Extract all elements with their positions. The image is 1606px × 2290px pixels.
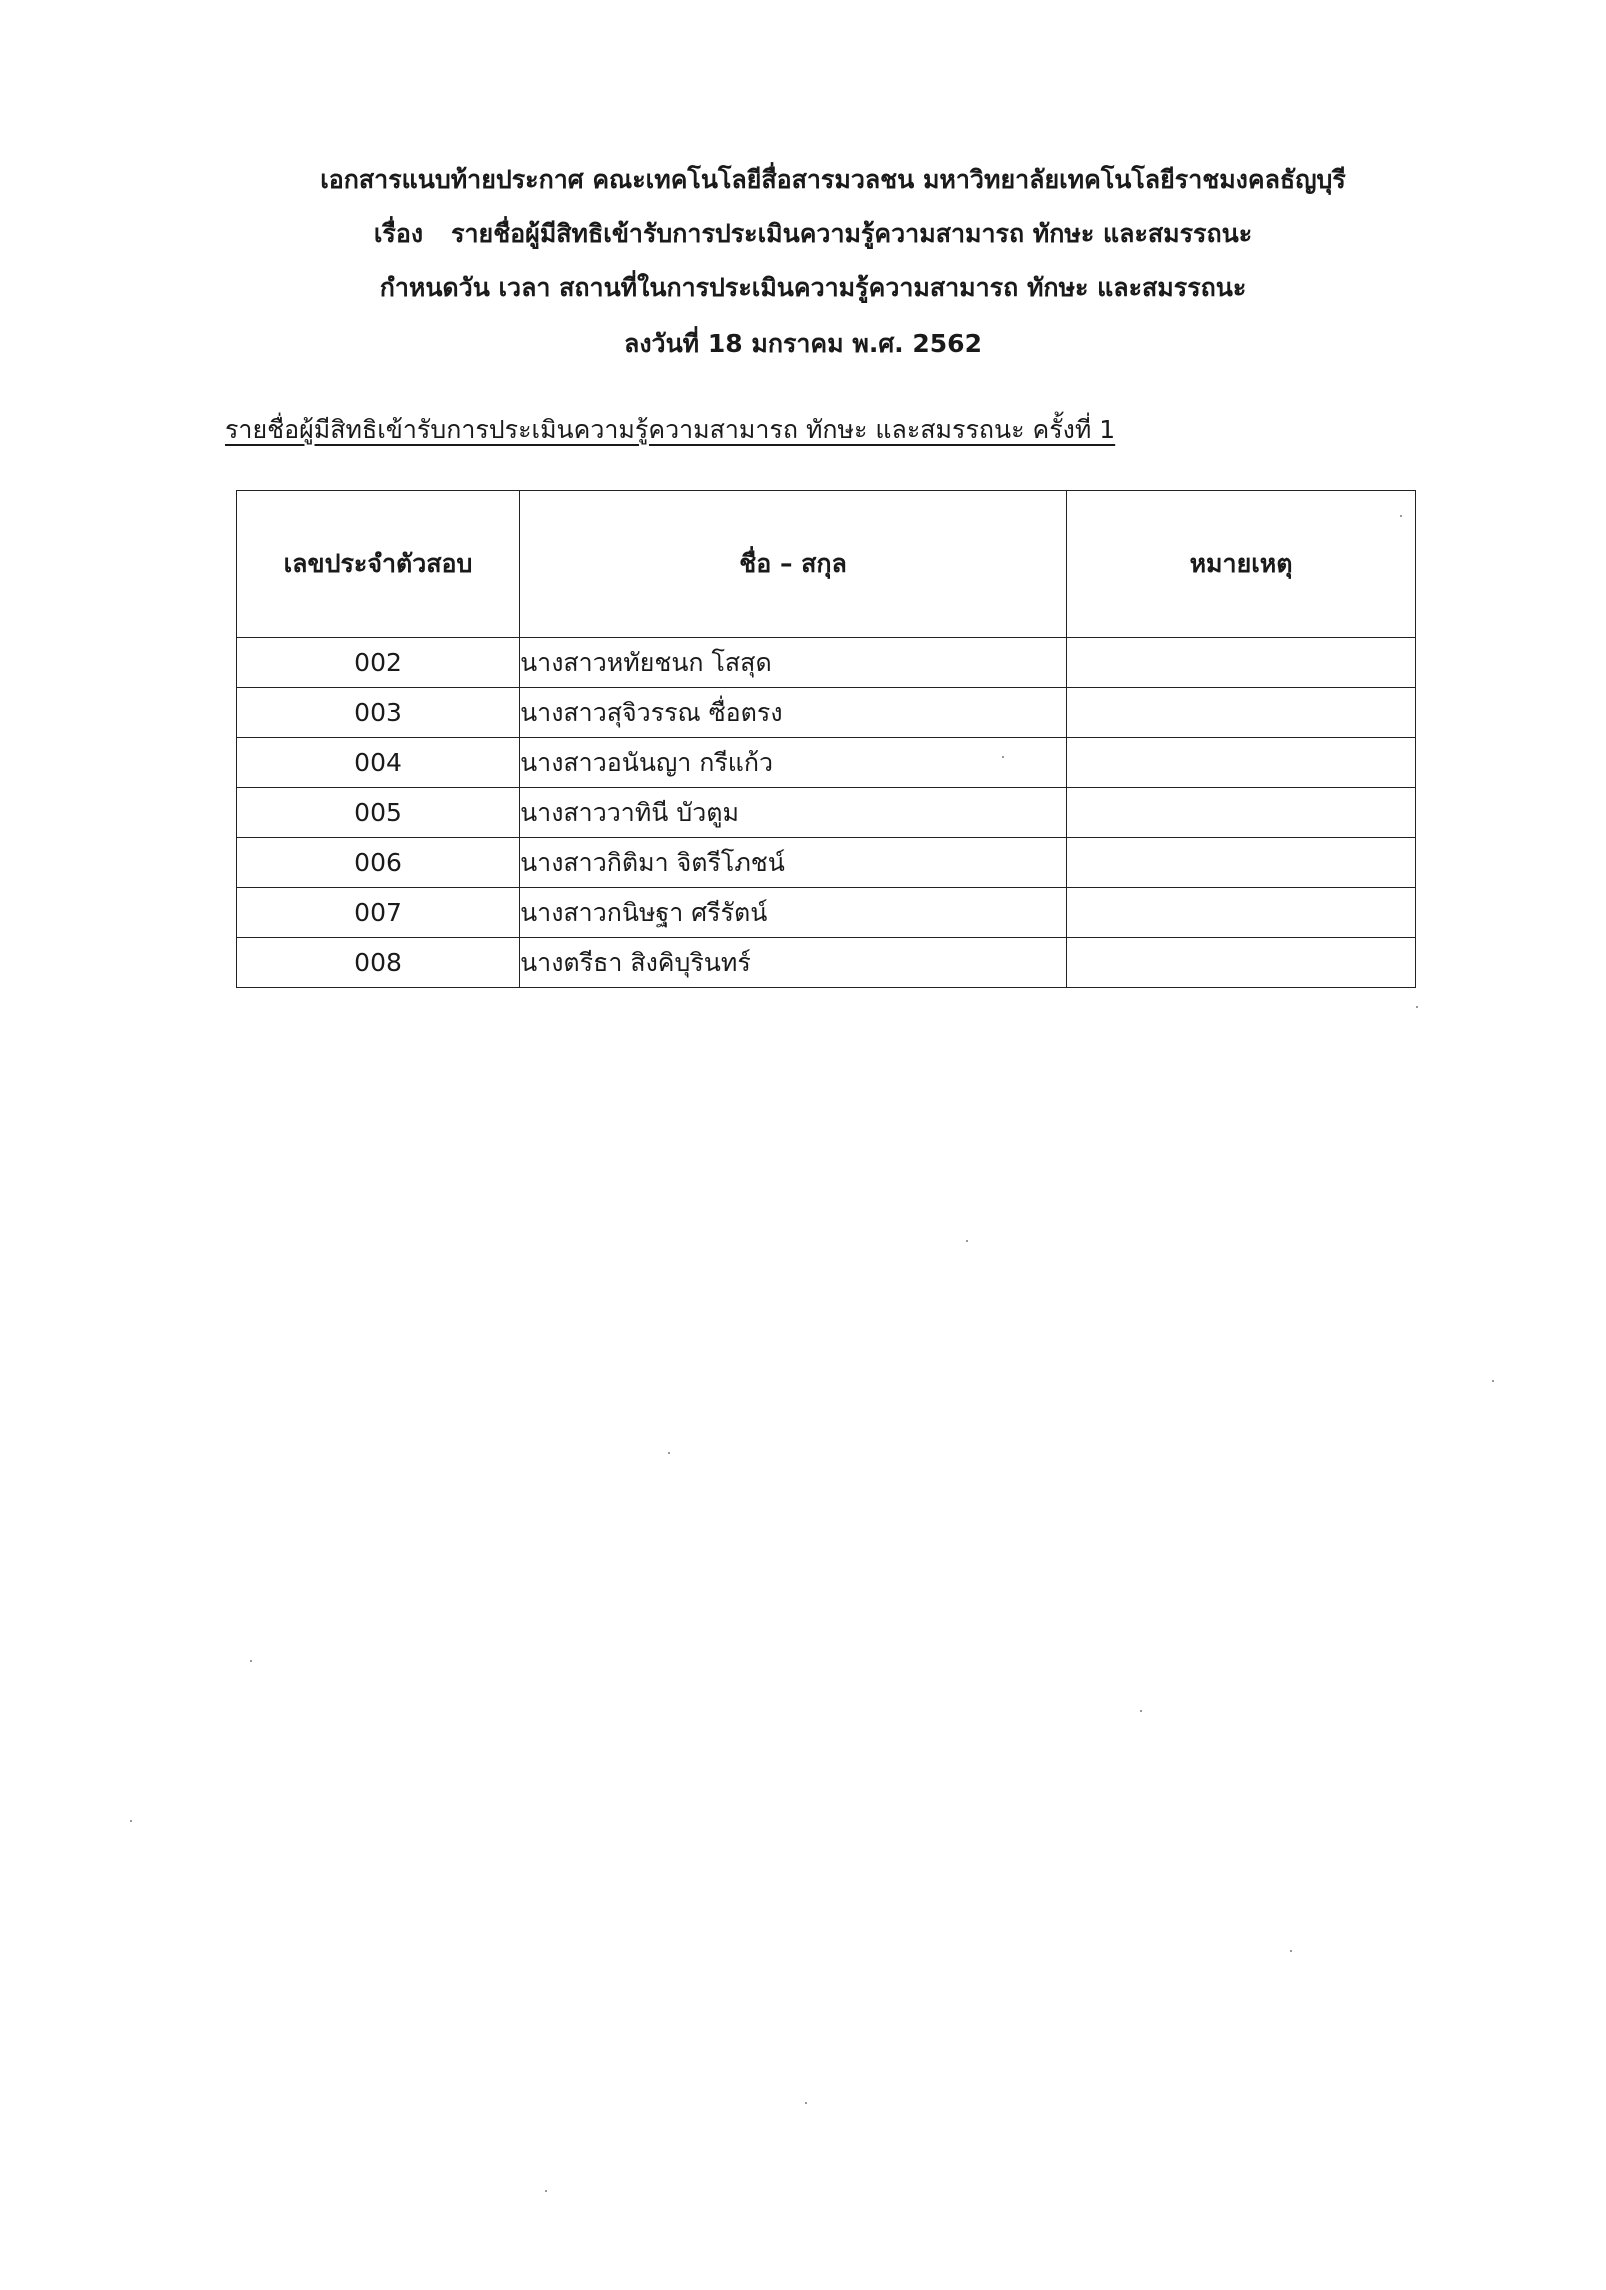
full-name-cell: นางสาวกนิษฐา ศรีรัตน์: [520, 888, 1067, 938]
subject-label: เรื่อง: [373, 219, 424, 248]
header-subject-line: [0, 214, 1606, 254]
scan-speck: [1400, 515, 1402, 517]
header-date-line: ลงวันที่ 18 มกราคม พ.ศ. 2562: [624, 329, 982, 358]
exam-id-cell: 005: [237, 788, 520, 838]
remarks-cell: [1067, 938, 1416, 988]
scan-speck: [966, 1240, 968, 1242]
column-header-remarks: หมายเหตุ: [1067, 491, 1416, 638]
full-name-cell: นางตรีธา สิงคิบุรินทร์: [520, 938, 1067, 988]
full-name-cell: นางสาวสุจิวรรณ ซื่อตรง: [520, 688, 1067, 738]
table-header-row: [237, 491, 1416, 638]
table-row: [237, 688, 1416, 738]
remarks-cell: [1067, 738, 1416, 788]
remarks-cell: [1067, 688, 1416, 738]
column-header-exam-id: เลขประจำตัวสอบ: [237, 491, 520, 638]
exam-id-cell: 003: [237, 688, 520, 738]
remarks-cell: [1067, 638, 1416, 688]
remarks-cell: [1067, 838, 1416, 888]
exam-id-cell: 002: [237, 638, 520, 688]
exam-id-cell: 007: [237, 888, 520, 938]
subject-text: รายชื่อผู้มีสิทธิเข้ารับการประเมินความรู้ความสามารถ ทักษะ และสมรรถนะ: [451, 219, 1253, 248]
scan-speck: [130, 1820, 132, 1822]
full-name-cell: นางสาวอนันญา กรีแก้ว: [520, 738, 1067, 788]
scan-speck: [668, 1452, 670, 1454]
exam-id-cell: 004: [237, 738, 520, 788]
full-name-cell: นางสาวกิติมา จิตรีโภชน์: [520, 838, 1067, 888]
table-row: [237, 938, 1416, 988]
full-name-cell: นางสาววาทินี บัวตูม: [520, 788, 1067, 838]
scan-speck: [1492, 1380, 1494, 1382]
header-schedule-line: กำหนดวัน เวลา สถานที่ในการประเมินความรู้ความสามารถ ทักษะ และสมรรถนะ: [379, 273, 1247, 302]
full-name-cell: นางสาวหทัยชนก โสสุด: [520, 638, 1067, 688]
scan-speck: [1416, 1006, 1418, 1008]
table-row: [237, 838, 1416, 888]
header-announcement-line: เอกสารแนบท้ายประกาศ คณะเทคโนโลยีสื่อสารมวลชน มหาวิทยาลัยเทคโนโลยีราชมงคลธัญบุรี: [320, 165, 1346, 194]
scan-speck: [805, 2102, 807, 2104]
scan-speck: [545, 2190, 547, 2192]
section-title: รายชื่อผู้มีสิทธิเข้ารับการประเมินความรู้ความสามารถ ทักษะ และสมรรถนะ ครั้งที่ 1: [225, 415, 1116, 444]
remarks-cell: [1067, 888, 1416, 938]
table-row: [237, 788, 1416, 838]
scan-speck: [1290, 1950, 1292, 1952]
scan-speck: [1140, 1710, 1142, 1712]
scan-speck: [250, 1660, 252, 1662]
table-row: [237, 738, 1416, 788]
table-row: [237, 888, 1416, 938]
column-header-full-name: ชื่อ – สกุล: [520, 491, 1067, 638]
exam-id-cell: 008: [237, 938, 520, 988]
exam-id-cell: 006: [237, 838, 520, 888]
scan-speck: [1002, 756, 1004, 758]
remarks-cell: [1067, 788, 1416, 838]
candidate-table: [236, 490, 1416, 988]
table-row: [237, 638, 1416, 688]
